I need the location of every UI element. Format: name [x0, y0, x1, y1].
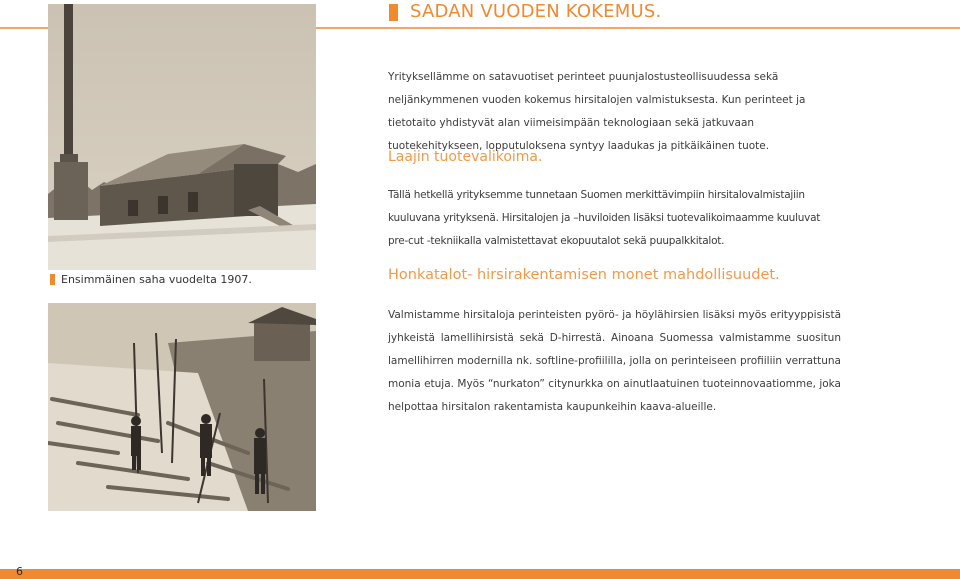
- product-range-heading: Laajin tuotevalikoima.: [388, 149, 543, 165]
- photo-caption: Ensimmäinen saha vuodelta 1907.: [61, 273, 252, 286]
- caption-marker: [50, 274, 55, 285]
- sawmill-photo: [48, 4, 316, 270]
- honkatalot-heading: Honkatalot- hirsirakentamisen monet mahdollisuudet.: [388, 267, 780, 283]
- log-workers-photo: [48, 303, 316, 511]
- footer-bar: [0, 569, 960, 579]
- page-number: 6: [16, 565, 23, 578]
- heading-marker: [389, 4, 398, 21]
- honkatalot-paragraph: Valmistamme hirsitaloja perinteisten pyörö- ja höylähirsien lisäksi myös erityyppisistä jyhkeistä lamellihirsistä sekä D-hirrestä. Ainoana Suomessa valmistamme suositun lamellihirren modernilla nk. softline-profiililla, jolla on perinteiseen profiiliin verrattuna monia etuja. Myös “nurkaton” citynurkka on ainutlaatuinen tuoteinnovaatiomme, joka helpottaa hirsitalon rakentamista kaupunkeihin kaava-alueille.: [388, 309, 841, 413]
- product-range-paragraph: Tällä hetkellä yrityksemme tunnetaan Suomen merkittävimpiin hirsitalovalmistajiin kuuluvana yrityksenä. Hirsitalojen ja –huviloiden lisäksi tuotevalikoimaamme kuuluvat pre-cut -tekniikalla valmistettavat ekopuutalot sekä puupalkkitalot.: [388, 189, 821, 247]
- intro-paragraph: Yrityksellämme on satavuotiset perinteet puunjalostusteollisuudessa sekä neljänkymmenen vuoden kokemus hirsitalojen valmistuksesta. Kun perinteet ja tietotaito yhdistyvät alan viimeisimpään teknologiaan sekä jatkuvaan tuotekehitykseen, lopputuloksena syntyy laadukas ja pitkäikäinen tuote.: [388, 71, 806, 152]
- page-title: SADAN VUODEN KOKEMUS.: [410, 1, 662, 22]
